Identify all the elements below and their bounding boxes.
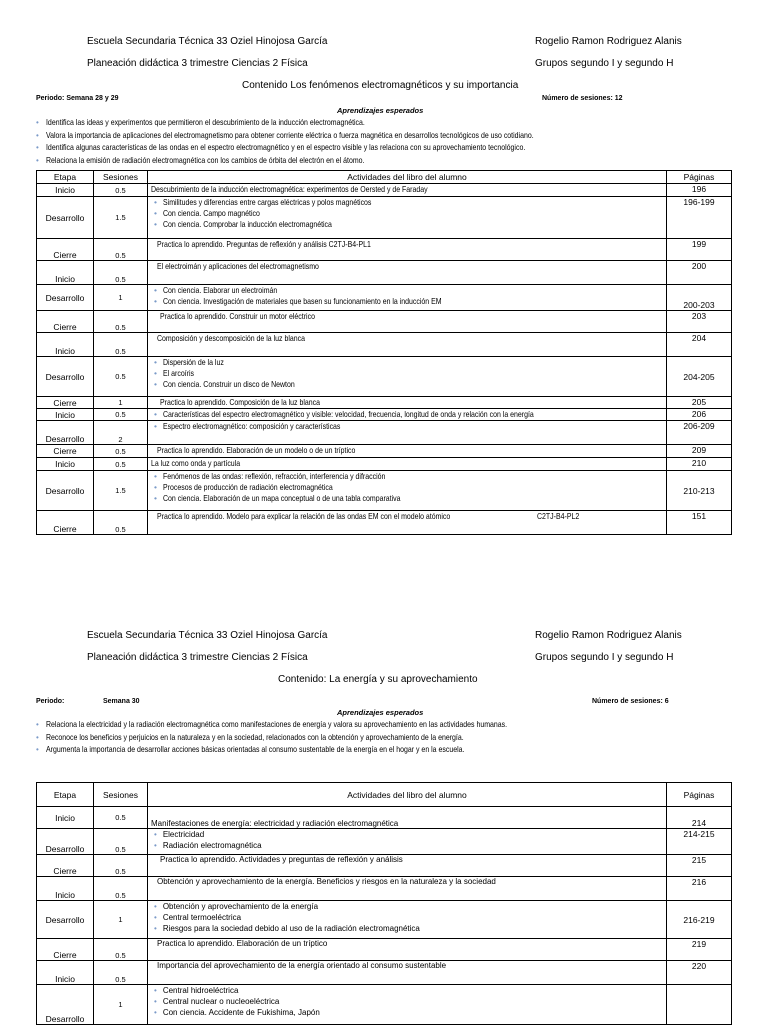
table-row — [37, 901, 732, 939]
table-row — [37, 511, 732, 535]
activity-text: Identifica las ideas y experimentos que permitieron el descubrimiento de la inducción electromagnética. — [45, 117, 365, 127]
groups-2: Grupos segundo I y segundo H — [535, 652, 674, 663]
activity-text: • Con ciencia. Accidente de Fukishima, Japón — [151, 1007, 663, 1018]
activity-text — [151, 296, 663, 307]
activity-text — [151, 493, 663, 504]
paginas-cell: 151 — [667, 511, 732, 535]
paginas-cell: 220 — [667, 961, 732, 985]
paginas-cell: 199 — [667, 239, 732, 261]
paginas-cell: 209 — [667, 445, 732, 458]
col-sesiones: Sesiones — [94, 171, 148, 184]
activity-text: Composición y descomposición de la luz blanca — [157, 333, 305, 343]
table-row — [37, 939, 732, 961]
actividad-cell — [148, 901, 667, 939]
etapa-cell: Cierre — [37, 855, 94, 877]
paginas-cell: 205 — [667, 397, 732, 409]
activity-text — [151, 379, 663, 390]
activity-list — [151, 409, 663, 420]
paginas-cell: 196 — [667, 184, 732, 197]
actividad-cell — [148, 197, 667, 239]
activity-text — [151, 197, 663, 208]
activity-text: Argumenta la importancia de desarrollar acciones básicas orientadas al consumo sustentable de la energía en el hogar y en la escuela. — [45, 744, 465, 754]
period-value-2: Semana 30 — [103, 698, 140, 705]
table-row — [37, 184, 732, 197]
etapa-cell: Desarrollo — [37, 285, 94, 311]
activity-text: Reconoce los beneficios y perjuicios en la naturaleza y en la sociedad, relacionados con la obtención y aprovechamiento de la energía. — [45, 731, 464, 742]
col-actividades: Actividades del libro del alumno — [148, 171, 667, 184]
sesiones-cell: 1 — [94, 901, 148, 939]
actividad-cell — [148, 471, 667, 511]
sesiones-cell: 1 — [94, 397, 148, 409]
table-row — [37, 197, 732, 239]
actividad-cell — [148, 961, 667, 985]
activity-text: El arcoíris — [162, 368, 194, 378]
activity-text — [151, 219, 663, 230]
paginas-cell — [667, 985, 732, 1025]
sesiones-cell: 0.5 — [94, 239, 148, 261]
etapa-cell: Inicio — [37, 877, 94, 901]
etapa-cell: Cierre — [37, 397, 94, 409]
paginas-cell: 214-215 — [667, 829, 732, 855]
actividad-cell — [148, 409, 667, 421]
expected-item — [36, 743, 608, 756]
actividad-cell — [148, 333, 667, 357]
period-label-2: Periodo: — [36, 698, 65, 705]
activity-text: • Electricidad — [151, 829, 663, 840]
sesiones-cell: 0.5 — [94, 357, 148, 397]
content-title-2: Contenido: La energía y su aprovechamiento — [278, 674, 478, 685]
sesiones-cell: 1 — [94, 985, 148, 1025]
period: Periodo: Semana 28 y 29 — [36, 95, 119, 102]
table-row — [37, 421, 732, 445]
expected-learning-list-2 — [36, 718, 608, 756]
activity-text: Procesos de producción de radiación electromagnética — [162, 482, 333, 492]
actividad-cell — [148, 458, 667, 471]
activity-text — [151, 409, 663, 420]
expected-learning-title-2: Aprendizajes esperados — [337, 708, 424, 717]
activity-text: Identifica algunas características de las ondas en el espectro electromagnético y en el espectro visible y las relaciona con su aprovechamiento tecnológico. — [45, 142, 526, 152]
activity-code: C2TJ-B4-PL2 — [536, 511, 579, 521]
paginas-cell: 216-219 — [667, 901, 732, 939]
table-row — [37, 855, 732, 877]
activities-table — [36, 170, 732, 535]
paginas-cell: 210 — [667, 458, 732, 471]
activity-text: Relaciona la emisión de radiación electromagnética con los cambios de órbita del electrón en el átomo. — [45, 154, 365, 165]
teacher-name: Rogelio Ramon Rodriguez Alanis — [535, 36, 682, 47]
paginas-cell: 216 — [667, 877, 732, 901]
paginas-cell: 204 — [667, 333, 732, 357]
actividad-cell — [148, 261, 667, 285]
etapa-cell: Desarrollo — [37, 829, 94, 855]
actividad-cell — [148, 311, 667, 333]
activity-text — [151, 208, 663, 219]
activity-text — [151, 482, 663, 493]
etapa-cell: Inicio — [37, 261, 94, 285]
sesiones-cell: 0.5 — [94, 511, 148, 535]
etapa-cell: Cierre — [37, 511, 94, 535]
etapa-cell: Inicio — [37, 961, 94, 985]
table-row — [37, 471, 732, 511]
paginas-cell: 204-205 — [667, 357, 732, 397]
content-title: Contenido Los fenómenos electromagnéticos y su importancia — [242, 80, 519, 91]
activity-text: • Radiación electromagnética — [151, 840, 663, 851]
etapa-cell: Inicio — [37, 409, 94, 421]
activity-text: Con ciencia. Elaborar un electroimán — [162, 285, 278, 295]
activity-text: Con ciencia. Elaboración de un mapa conceptual o de una tabla comparativa — [162, 493, 401, 503]
expected-item — [36, 718, 608, 731]
table-row — [37, 409, 732, 421]
etapa-cell: Cierre — [37, 939, 94, 961]
etapa-cell: Inicio — [37, 333, 94, 357]
etapa-cell: Inicio — [37, 807, 94, 829]
paginas-cell: 214 — [667, 807, 732, 829]
actividad-cell — [148, 985, 667, 1025]
activity-text — [151, 357, 663, 368]
actividad-cell — [148, 397, 667, 409]
activity-text: El electroimán y aplicaciones del electromagnetismo — [157, 261, 319, 271]
expected-item — [36, 731, 608, 744]
session-count: Número de sesiones: 12 — [542, 95, 623, 102]
table-row — [37, 458, 732, 471]
col-etapa: Etapa — [37, 783, 94, 807]
sesiones-cell: 0.5 — [94, 184, 148, 197]
teacher-name-2: Rogelio Ramon Rodriguez Alanis — [535, 630, 682, 641]
table-row — [37, 333, 732, 357]
activity-text: Practica lo aprendido. Construir un motor eléctrico — [160, 311, 315, 321]
plan-title: Planeación didáctica 3 trimestre Ciencias 2 Física — [87, 58, 308, 69]
etapa-cell: Desarrollo — [37, 357, 94, 397]
activity-text — [151, 285, 663, 296]
paginas-cell: 210-213 — [667, 471, 732, 511]
activity-text: Fenómenos de las ondas: reflexión, refracción, interferencia y difracción — [162, 471, 386, 481]
paginas-cell: 219 — [667, 939, 732, 961]
activity-text: Practica lo aprendido. Elaboración de un tríptico — [157, 939, 328, 948]
sesiones-cell: 0.5 — [94, 311, 148, 333]
actividad-cell — [148, 445, 667, 458]
expected-item — [36, 141, 641, 154]
session-count-2: Número de sesiones: 6 — [592, 698, 669, 705]
etapa-cell: Desarrollo — [37, 471, 94, 511]
paginas-cell: 206-209 — [667, 421, 732, 445]
etapa-cell: Desarrollo — [37, 197, 94, 239]
school-name: Escuela Secundaria Técnica 33 Oziel Hinojosa García — [87, 36, 328, 47]
sesiones-cell: 0.5 — [94, 445, 148, 458]
activity-text: • Obtención y aprovechamiento de la energía — [151, 901, 663, 912]
activity-text: Con ciencia. Campo magnético — [162, 208, 260, 218]
activity-text: • Riesgos para la sociedad debido al uso de la radiación electromagnética — [151, 923, 663, 934]
actividad-cell — [148, 285, 667, 311]
actividad-cell — [148, 939, 667, 961]
activity-text: Importancia del aprovechamiento de la energía orientado al consumo sustentable — [157, 961, 447, 970]
activity-text: Características del espectro electromagnético y visible: velocidad, frecuencia, longitud de onda y relación con la energía — [162, 409, 534, 419]
activity-text: Practica lo aprendido. Actividades y preguntas de reflexión y análisis — [160, 855, 403, 864]
actividad-cell — [148, 877, 667, 901]
paginas-cell: 200-203 — [667, 285, 732, 311]
activity-text: Practica lo aprendido. Preguntas de reflexión y análisis C2TJ-B4-PL1 — [157, 239, 371, 249]
sesiones-cell: 0.5 — [94, 261, 148, 285]
actividad-cell — [148, 511, 667, 535]
table-row — [37, 285, 732, 311]
activity-list — [151, 985, 663, 1018]
expected-item — [36, 154, 641, 167]
table-row — [37, 311, 732, 333]
sesiones-cell: 0.5 — [94, 939, 148, 961]
activities-table-2 — [36, 782, 732, 1025]
sesiones-cell: 2 — [94, 421, 148, 445]
groups: Grupos segundo I y segundo H — [535, 58, 674, 69]
activity-text: Descubrimiento de la inducción electromagnética: experimentos de Oersted y de Faraday — [151, 184, 428, 194]
table-row — [37, 807, 732, 829]
table-row — [37, 829, 732, 855]
paginas-cell: 206 — [667, 409, 732, 421]
activity-text: Con ciencia. Comprobar la inducción electromagnética — [162, 219, 332, 229]
actividad-cell — [148, 855, 667, 877]
activity-text: Practica lo aprendido. Composición de la luz blanca — [160, 397, 321, 407]
etapa-cell: Inicio — [37, 458, 94, 471]
plan-title-2: Planeación didáctica 3 trimestre Ciencias 2 Física — [87, 652, 308, 663]
sesiones-cell: 0.5 — [94, 409, 148, 421]
activity-text: Con ciencia. Construir un disco de Newton — [162, 379, 295, 389]
etapa-cell: Cierre — [37, 445, 94, 458]
sesiones-cell: 1 — [94, 285, 148, 311]
activity-text: Dispersión de la luz — [162, 357, 224, 367]
activity-text: Espectro electromagnético: composición y características — [162, 421, 341, 431]
activity-list — [151, 901, 663, 934]
table-row — [37, 445, 732, 458]
paginas-cell: 203 — [667, 311, 732, 333]
col-paginas: Páginas — [667, 783, 732, 807]
sesiones-cell: 0.5 — [94, 961, 148, 985]
actividad-cell: Manifestaciones de energía: electricidad y radiación electromagnética — [148, 807, 667, 829]
activity-text: Obtención y aprovechamiento de la energía. Beneficios y riesgos en la naturaleza y la sociedad — [157, 877, 496, 886]
actividad-cell — [148, 357, 667, 397]
activity-list — [151, 357, 663, 390]
etapa-cell: Desarrollo — [37, 421, 94, 445]
activity-text — [151, 421, 663, 432]
activity-list — [151, 829, 663, 851]
activity-text: La luz como onda y partícula — [151, 458, 241, 468]
activity-list — [151, 471, 663, 504]
etapa-cell: Cierre — [37, 311, 94, 333]
sesiones-cell: 1.5 — [94, 471, 148, 511]
sesiones-cell: 0.5 — [94, 458, 148, 471]
paginas-cell: 200 — [667, 261, 732, 285]
table-row — [37, 961, 732, 985]
actividad-cell — [148, 239, 667, 261]
expected-item — [36, 116, 641, 129]
sesiones-cell: 0.5 — [94, 877, 148, 901]
sesiones-cell: 0.5 — [94, 855, 148, 877]
table-row — [37, 261, 732, 285]
sesiones-cell: 0.5 — [94, 829, 148, 855]
actividad-cell — [148, 829, 667, 855]
actividad-cell — [148, 184, 667, 197]
table-row — [37, 877, 732, 901]
etapa-cell: Desarrollo — [37, 901, 94, 939]
table-row — [37, 357, 732, 397]
activity-text: • Central termoeléctrica — [151, 912, 663, 923]
school-name-2: Escuela Secundaria Técnica 33 Oziel Hinojosa García — [87, 630, 328, 641]
activity-text: Practica lo aprendido. Modelo para explicar la relación de las ondas EM con el modelo atómico — [157, 511, 451, 521]
actividad-cell — [148, 421, 667, 445]
etapa-cell: Inicio — [37, 184, 94, 197]
col-sesiones: Sesiones — [94, 783, 148, 807]
activity-list — [151, 421, 663, 432]
activity-text — [151, 368, 663, 379]
activity-list — [151, 197, 663, 230]
table-row — [37, 397, 732, 409]
col-paginas: Páginas — [667, 171, 732, 184]
activity-text: • Central hidroeléctrica — [151, 985, 663, 996]
paginas-cell: 196-199 — [667, 197, 732, 239]
activity-text: Practica lo aprendido. Elaboración de un modelo o de un tríptico — [157, 445, 356, 455]
expected-learning-title: Aprendizajes esperados — [337, 106, 424, 115]
sesiones-cell: 0.5 — [94, 333, 148, 357]
col-actividades: Actividades del libro del alumno — [148, 783, 667, 807]
sesiones-cell: 0.5 — [94, 807, 148, 829]
activity-text: Valora la importancia de aplicaciones del electromagnetismo para obtener corriente eléctrica o fuerza magnética en desarrollos tecnológicos de uso cotidiano. — [45, 129, 534, 140]
col-etapa: Etapa — [37, 171, 94, 184]
etapa-cell: Cierre — [37, 239, 94, 261]
activity-list — [151, 285, 663, 307]
table-row — [37, 985, 732, 1025]
etapa-cell: Desarrollo — [37, 985, 94, 1025]
expected-item — [36, 129, 641, 142]
activity-text — [151, 471, 663, 482]
sesiones-cell: 1.5 — [94, 197, 148, 239]
activity-text: Con ciencia. Investigación de materiales que basen su funcionamiento en la inducción EM — [162, 296, 442, 306]
activity-text: Similitudes y diferencias entre cargas eléctricas y polos magnéticos — [162, 197, 372, 207]
table-row — [37, 239, 732, 261]
activity-text: • Central nuclear o nucleoeléctrica — [151, 996, 663, 1007]
activity-text: Relaciona la electricidad y la radiación electromagnética como manifestaciones de energía y valora su aprovechamiento en las actividades humanas. — [45, 719, 507, 729]
paginas-cell: 215 — [667, 855, 732, 877]
expected-learning-list — [36, 116, 641, 166]
